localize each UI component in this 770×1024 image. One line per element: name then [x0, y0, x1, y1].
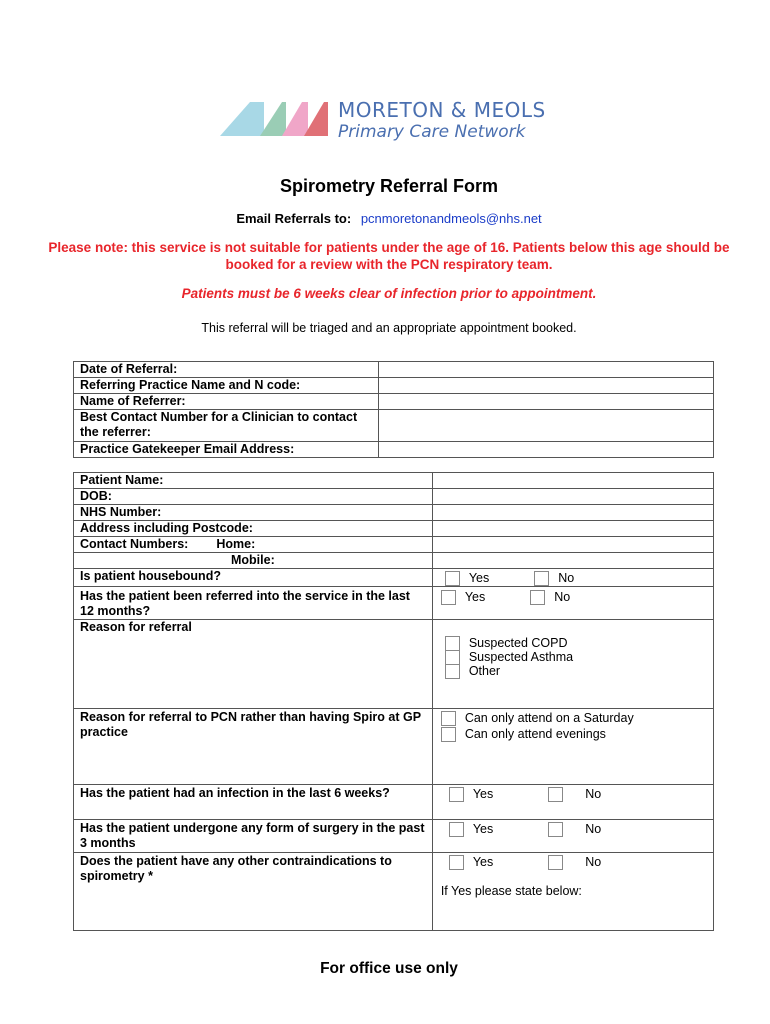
infection-yes-checkbox[interactable] — [449, 787, 464, 802]
office-use-heading: For office use only — [320, 960, 458, 977]
field-label: Has the patient had an infection in the last 6 weeks? — [74, 785, 433, 820]
nhs-number-input[interactable] — [432, 505, 713, 521]
field-label: Best Contact Number for a Clinician to contact the referrer: — [74, 410, 379, 442]
housebound-yes-checkbox[interactable] — [445, 571, 460, 586]
contra-no-checkbox[interactable] — [548, 855, 563, 870]
logo-stripe-blue — [220, 102, 264, 136]
form-title: Spirometry Referral Form — [279, 176, 499, 196]
infection-note: Patients must be 6 weeks clear of infection prior to appointment. — [181, 286, 597, 301]
field-label: Has the patient undergone any form of surgery in the past 3 months — [74, 820, 433, 853]
referrer-name-input[interactable] — [378, 394, 713, 410]
asthma-checkbox[interactable] — [445, 650, 460, 665]
email-label: Email Referrals to: — [236, 211, 352, 226]
no-label: No — [585, 822, 602, 836]
address-input[interactable] — [432, 521, 713, 537]
field-label: Reason for referral — [74, 620, 433, 709]
option-label: Suspected COPD — [468, 636, 568, 650]
field-label: Patient Name: — [74, 473, 433, 489]
field-label: NHS Number: — [74, 505, 433, 521]
evenings-checkbox[interactable] — [441, 727, 456, 742]
home-label: Home: — [216, 537, 256, 551]
surgery-yes-checkbox[interactable] — [449, 822, 464, 837]
email-link[interactable]: pcnmoretonandmeols@nhs.net — [360, 211, 542, 226]
no-label: No — [554, 590, 571, 604]
referrer-table — [73, 361, 714, 458]
mobile-number-input[interactable] — [432, 553, 713, 569]
field-label: Contact Numbers: — [80, 537, 189, 551]
if-yes-label: If Yes please state below: — [440, 884, 582, 898]
contra-yes-checkbox[interactable] — [449, 855, 464, 870]
logo-subtitle: Primary Care Network — [338, 122, 526, 142]
housebound-no-checkbox[interactable] — [534, 571, 549, 586]
referred-yes-checkbox[interactable] — [441, 590, 456, 605]
yes-label: Yes — [472, 787, 494, 801]
other-checkbox[interactable] — [445, 664, 460, 679]
saturday-checkbox[interactable] — [441, 711, 456, 726]
patient-table — [73, 472, 714, 931]
no-label: No — [558, 571, 575, 585]
no-label: No — [585, 787, 602, 801]
field-label: Practice Gatekeeper Email Address: — [74, 442, 379, 458]
yes-label: Yes — [464, 590, 486, 604]
age-note: Please note: this service is not suitable for patients under the age of 16. Patients below this age should be booked for a review with the PCN respiratory team. — [48, 240, 730, 272]
field-label: Does the patient have any other contraindications to spirometry * — [74, 853, 433, 931]
field-label: Address including Postcode: — [74, 521, 433, 537]
option-label: Can only attend evenings — [464, 727, 606, 741]
no-label: No — [585, 855, 602, 869]
option-label: Can only attend on a Saturday — [464, 711, 634, 725]
field-label: Referring Practice Name and N code: — [74, 378, 379, 394]
option-label: Suspected Asthma — [468, 650, 574, 664]
field-label: Date of Referral: — [74, 362, 379, 378]
yes-label: Yes — [472, 822, 494, 836]
patient-name-input[interactable] — [432, 473, 713, 489]
infection-no-checkbox[interactable] — [548, 787, 563, 802]
field-label: Reason for referral to PCN rather than having Spiro at GP practice — [74, 709, 433, 785]
gatekeeper-email-input[interactable] — [378, 442, 713, 458]
yes-label: Yes — [472, 855, 494, 869]
option-label: Other — [468, 664, 501, 678]
referred-no-checkbox[interactable] — [530, 590, 545, 605]
yes-label: Yes — [468, 571, 490, 585]
field-label: DOB: — [74, 489, 433, 505]
logo-title: MORETON & MEOLS — [338, 98, 546, 122]
copd-checkbox[interactable] — [445, 636, 460, 651]
contact-number-input[interactable] — [378, 410, 713, 442]
practice-name-input[interactable] — [378, 378, 713, 394]
surgery-no-checkbox[interactable] — [548, 822, 563, 837]
date-of-referral-input[interactable] — [378, 362, 713, 378]
triage-note: This referral will be triaged and an appropriate appointment booked. — [201, 321, 577, 335]
email-row — [0, 211, 770, 226]
home-number-input[interactable] — [432, 537, 713, 553]
field-label: Name of Referrer: — [74, 394, 379, 410]
field-label: Is patient housebound? — [74, 569, 433, 587]
contact-numbers-label — [74, 537, 433, 553]
mobile-label: Mobile: — [74, 553, 433, 569]
field-label: Has the patient been referred into the service in the last 12 months? — [74, 587, 433, 620]
dob-input[interactable] — [432, 489, 713, 505]
